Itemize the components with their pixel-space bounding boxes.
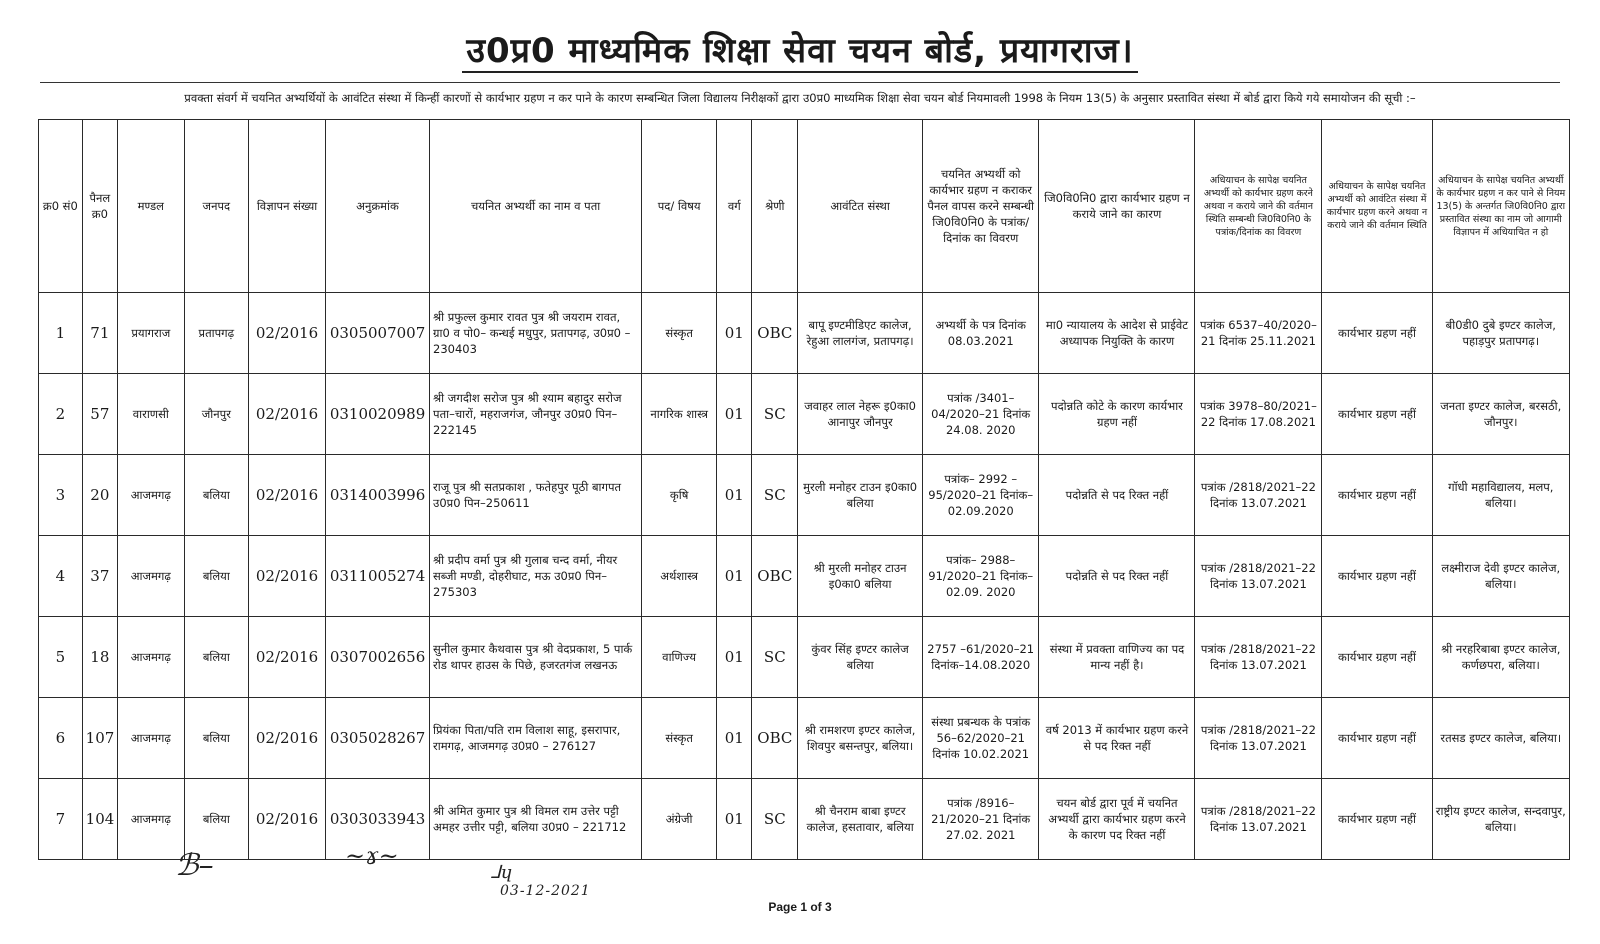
cell-sno: 1	[39, 293, 83, 374]
cell-reason: पदोन्नति से पद रिक्त नहीं	[1039, 455, 1195, 536]
cell-roll: 0303033943	[326, 779, 430, 860]
cell-janpad: बलिया	[184, 617, 248, 698]
cell-sno: 6	[39, 698, 83, 779]
cell-return-letter: पत्रांक– 2988–91/2020–21 दिनांक– 02.09. 2020	[922, 536, 1038, 617]
cell-category: SC	[752, 455, 798, 536]
cell-return-letter: पत्रांक– 2992 –95/2020–21 दिनांक– 02.09.2020	[922, 455, 1038, 536]
cell-candidate: राजू पुत्र श्री सतप्रकाश , फतेहपुर पूठी बागपत उ0प्र0 पिन–250611	[430, 455, 642, 536]
cell-subject: अर्थशास्त्र	[642, 536, 717, 617]
cell-varg: 01	[717, 455, 752, 536]
cell-advt: 02/2016	[249, 293, 326, 374]
cell-sno: 3	[39, 455, 83, 536]
col-header: मण्डल	[118, 120, 185, 293]
cell-reason: मा0 न्यायालय के आदेश से प्राईवेट अध्यापक नियुक्ति के कारण	[1039, 293, 1195, 374]
cell-return-letter: अभ्यर्थी के पत्र दिनांक 08.03.2021	[922, 293, 1038, 374]
cell-candidate: सुनील कुमार कैथवास पुत्र श्री वेदप्रकाश, 5 पार्क रोड थापर हाउस के पिछे, हजरतगंज लखनऊ	[430, 617, 642, 698]
document-title	[0, 26, 1600, 72]
cell-category: OBC	[752, 698, 798, 779]
col-header: विज्ञापन संख्या	[249, 120, 326, 293]
table-row	[39, 374, 1570, 455]
cell-proposed: राष्ट्रीय इण्टर कालेज, सन्दवापुर, बलिया।	[1432, 779, 1569, 860]
cell-return-letter: पत्रांक /8916–21/2020–21 दिनांक 27.02. 2021	[922, 779, 1038, 860]
cell-institution: बापू इण्टमीडिएट कालेज, रेहुआ लालगंज, प्रतापगढ़।	[798, 293, 923, 374]
cell-institution: कुंवर सिंह इण्टर कालेज बलिया	[798, 617, 923, 698]
col-header: वर्ग	[717, 120, 752, 293]
cell-advt: 02/2016	[249, 698, 326, 779]
cell-varg: 01	[717, 536, 752, 617]
cell-subject: वाणिज्य	[642, 617, 717, 698]
page-number: Page 1 of 3	[768, 900, 832, 914]
cell-roll: 0305028267	[326, 698, 430, 779]
col-header: चयनित अभ्यर्थी का नाम व पता	[430, 120, 642, 293]
cell-institution: श्री रामशरण इण्टर कालेज, शिवपुर बसन्तपुर, बलिया।	[798, 698, 923, 779]
table-row	[39, 455, 1570, 536]
cell-janpad: बलिया	[184, 455, 248, 536]
cell-candidate: श्री जगदीश सरोज पुत्र श्री श्याम बहादुर सरोज पता–चारों, महराजगंज, जौनपुर उ0प्र0 पिन–222145	[430, 374, 642, 455]
col-header: पैनल क्र0	[82, 120, 117, 293]
signature-1: ℬ–	[175, 848, 214, 883]
table-row	[39, 536, 1570, 617]
signature-3: ᒧɥ	[490, 862, 513, 883]
cell-subject: संस्कृत	[642, 293, 717, 374]
adjustment-table	[38, 119, 1570, 860]
cell-subject: संस्कृत	[642, 698, 717, 779]
cell-sno: 5	[39, 617, 83, 698]
cell-return-letter: पत्रांक /3401–04/2020–21 दिनांक 24.08. 2020	[922, 374, 1038, 455]
table-row	[39, 293, 1570, 374]
cell-reason: पदोन्नति कोटे के कारण कार्यभार ग्रहण नहीं	[1039, 374, 1195, 455]
title-text: उ0प्र0 माध्यमिक शिक्षा सेवा चयन बोर्ड, प्रयागराज।	[462, 31, 1137, 73]
col-header: अनुक्रमांक	[326, 120, 430, 293]
cell-roll: 0310020989	[326, 374, 430, 455]
cell-institution: जवाहर लाल नेहरू इ0का0 आनापुर जौनपुर	[798, 374, 923, 455]
cell-status: कार्यभार ग्रहण नहीं	[1322, 455, 1432, 536]
cell-panel: 18	[82, 617, 117, 698]
title-rule	[40, 82, 1560, 83]
cell-candidate: श्री प्रदीप वर्मा पुत्र श्री गुलाब चन्द वर्मा, नीयर सब्जी मण्डी, दोहरीघाट, मऊ उ0प्र0 पिन–275303	[430, 536, 642, 617]
cell-mandal: प्रयागराज	[118, 293, 185, 374]
cell-janpad: बलिया	[184, 779, 248, 860]
cell-proposed: श्री नरहरिबाबा इण्टर कालेज, कर्णछपरा, बलिया।	[1432, 617, 1569, 698]
cell-status-letter: पत्रांक 6537–40/2020–21 दिनांक 25.11.2021	[1195, 293, 1322, 374]
col-header: अधियाचन के सापेक्ष चयनित अभ्यर्थी को आवंटित संस्था में कार्यभार ग्रहण करने अथवा न कराये जाने की वर्तमान स्थिति	[1322, 120, 1432, 293]
cell-candidate: श्री अमित कुमार पुत्र श्री विमल राम उत्तेर पट्टी अमहर उत्तीर पट्टी, बलिया उ0प्र0 – 221712	[430, 779, 642, 860]
cell-subject: अंग्रेजी	[642, 779, 717, 860]
cell-status: कार्यभार ग्रहण नहीं	[1322, 374, 1432, 455]
cell-status-letter: पत्रांक /2818/2021–22 दिनांक 13.07.2021	[1195, 779, 1322, 860]
cell-varg: 01	[717, 617, 752, 698]
cell-varg: 01	[717, 374, 752, 455]
cell-status-letter: पत्रांक /2818/2021–22 दिनांक 13.07.2021	[1195, 536, 1322, 617]
cell-institution: श्री मुरली मनोहर टाउन इ0का0 बलिया	[798, 536, 923, 617]
col-header: क्र0 सं0	[39, 120, 83, 293]
table-row	[39, 779, 1570, 860]
cell-status-letter: पत्रांक /2818/2021–22 दिनांक 13.07.2021	[1195, 617, 1322, 698]
cell-candidate: श्री प्रफुल्ल कुमार रावत पुत्र श्री जयराम रावत, ग्रा0 व पो0– कन्धई मधुपुर, प्रतापगढ़, उ0प्र0 – 230403	[430, 293, 642, 374]
cell-roll: 0307002656	[326, 617, 430, 698]
col-header: जनपद	[184, 120, 248, 293]
cell-advt: 02/2016	[249, 617, 326, 698]
cell-subject: कृषि	[642, 455, 717, 536]
cell-sno: 7	[39, 779, 83, 860]
cell-mandal: आजमगढ़	[118, 779, 185, 860]
cell-category: SC	[752, 374, 798, 455]
cell-panel: 20	[82, 455, 117, 536]
col-header: पद/ विषय	[642, 120, 717, 293]
cell-subject: नागरिक शास्त्र	[642, 374, 717, 455]
cell-status: कार्यभार ग्रहण नहीं	[1322, 698, 1432, 779]
cell-proposed: गॉधी महाविद्यालय, मलप, बलिया।	[1432, 455, 1569, 536]
cell-varg: 01	[717, 698, 752, 779]
intro-paragraph: प्रवक्ता संवर्ग में चयनित अभ्यर्थियों के आवंटित संस्था में किन्हीं कारणों से कार्यभार ग्रहण न कर पाने के कारण सम्बन्धित जिला विद्यालय निरीक्षकों द्वारा उ0प्र0 माध्यमिक शिक्षा सेवा चयन बोर्ड नियमावली 1998 के नियम 13(5) के अनुसार प्रस्तावित संस्था में बोर्ड द्वारा किये गये समायोजन की सूची :–	[184, 91, 1416, 105]
cell-category: OBC	[752, 536, 798, 617]
cell-status: कार्यभार ग्रहण नहीं	[1322, 293, 1432, 374]
cell-return-letter: संस्था प्रबन्धक के पत्रांक 56–62/2020–21 दिनांक 10.02.2021	[922, 698, 1038, 779]
col-header: आवंटित संस्था	[798, 120, 923, 293]
signature-date: 03-12-2021	[500, 883, 591, 899]
cell-status-letter: पत्रांक /2818/2021–22 दिनांक 13.07.2021	[1195, 455, 1322, 536]
cell-proposed: रतसड इण्टर कालेज, बलिया।	[1432, 698, 1569, 779]
cell-sno: 2	[39, 374, 83, 455]
cell-status-letter: पत्रांक 3978–80/2021–22 दिनांक 17.08.2021	[1195, 374, 1322, 455]
cell-advt: 02/2016	[249, 455, 326, 536]
cell-varg: 01	[717, 779, 752, 860]
cell-mandal: वाराणसी	[118, 374, 185, 455]
cell-proposed: जनता इण्टर कालेज, बरसठी, जौनपुर।	[1432, 374, 1569, 455]
cell-mandal: आजमगढ़	[118, 698, 185, 779]
cell-reason: वर्ष 2013 में कार्यभार ग्रहण करने से पद रिक्त नहीं	[1039, 698, 1195, 779]
cell-mandal: आजमगढ़	[118, 536, 185, 617]
cell-mandal: आजमगढ़	[118, 455, 185, 536]
cell-proposed: बी0डी0 दुबे इण्टर कालेज, पहाड़पुर प्रतापगढ़।	[1432, 293, 1569, 374]
cell-status: कार्यभार ग्रहण नहीं	[1322, 617, 1432, 698]
cell-return-letter: 2757 –61/2020–21 दिनांक–14.08.2020	[922, 617, 1038, 698]
cell-roll: 0314003996	[326, 455, 430, 536]
cell-category: SC	[752, 617, 798, 698]
cell-proposed: लक्ष्मीराज देवी इण्टर कालेज, बलिया।	[1432, 536, 1569, 617]
cell-panel: 104	[82, 779, 117, 860]
cell-institution: श्री चैनराम बाबा इण्टर कालेज, हसतावार, बलिया	[798, 779, 923, 860]
cell-reason: पदोन्नति से पद रिक्त नहीं	[1039, 536, 1195, 617]
cell-advt: 02/2016	[249, 779, 326, 860]
signature-2: ~ɤ~	[345, 842, 399, 870]
col-header: अधियाचन के सापेक्ष चयनित अभ्यर्थी को कार्यभार ग्रहण करने अथवा न कराये जाने की वर्तमान स्थिति सम्बन्धी जि0वि0नि0 के पत्रांक/दिनांक का विवरण	[1195, 120, 1322, 293]
cell-janpad: प्रतापगढ़	[184, 293, 248, 374]
col-header: श्रेणी	[752, 120, 798, 293]
cell-candidate: प्रियंका पिता/पति राम विलाश साहू, इसरापार, रामगढ़, आजमगढ़ उ0प्र0 – 276127	[430, 698, 642, 779]
cell-janpad: जौनपुर	[184, 374, 248, 455]
table-row	[39, 617, 1570, 698]
table-row	[39, 698, 1570, 779]
cell-varg: 01	[717, 293, 752, 374]
cell-category: SC	[752, 779, 798, 860]
cell-reason: संस्था में प्रवक्ता वाणिज्य का पद मान्य नहीं है।	[1039, 617, 1195, 698]
cell-institution: मुरली मनोहर टाउन इ0का0 बलिया	[798, 455, 923, 536]
cell-panel: 107	[82, 698, 117, 779]
cell-roll: 0305007007	[326, 293, 430, 374]
cell-advt: 02/2016	[249, 536, 326, 617]
header-row	[39, 120, 1570, 293]
col-header: चयनित अभ्यर्थी को कार्यभार ग्रहण न कराकर पैनल वापस करने सम्बन्धी जि0वि0नि0 के पत्रांक/दिनांक का विवरण	[922, 120, 1038, 293]
cell-janpad: बलिया	[184, 536, 248, 617]
cell-status: कार्यभार ग्रहण नहीं	[1322, 779, 1432, 860]
cell-category: OBC	[752, 293, 798, 374]
cell-status-letter: पत्रांक /2818/2021–22 दिनांक 13.07.2021	[1195, 698, 1322, 779]
cell-panel: 57	[82, 374, 117, 455]
cell-mandal: आजमगढ़	[118, 617, 185, 698]
cell-roll: 0311005274	[326, 536, 430, 617]
cell-sno: 4	[39, 536, 83, 617]
cell-panel: 71	[82, 293, 117, 374]
cell-reason: चयन बोर्ड द्वारा पूर्व में चयनित अभ्यर्थी द्वारा कार्यभार ग्रहण करने के कारण पद रिक्त नहीं	[1039, 779, 1195, 860]
cell-advt: 02/2016	[249, 374, 326, 455]
col-header: अधियाचन के सापेक्ष चयनित अभ्यर्थी के कार्यभार ग्रहण न कर पाने से नियम 13(5) के अन्तर्गत जि0वि0नि0 द्वारा प्रस्तावित संस्था का नाम जो आगामी विज्ञापन में अधियाचित न हो	[1432, 120, 1569, 293]
col-header: जि0वि0नि0 द्वारा कार्यभार ग्रहण न कराये जाने का कारण	[1039, 120, 1195, 293]
cell-panel: 37	[82, 536, 117, 617]
cell-janpad: बलिया	[184, 698, 248, 779]
cell-status: कार्यभार ग्रहण नहीं	[1322, 536, 1432, 617]
